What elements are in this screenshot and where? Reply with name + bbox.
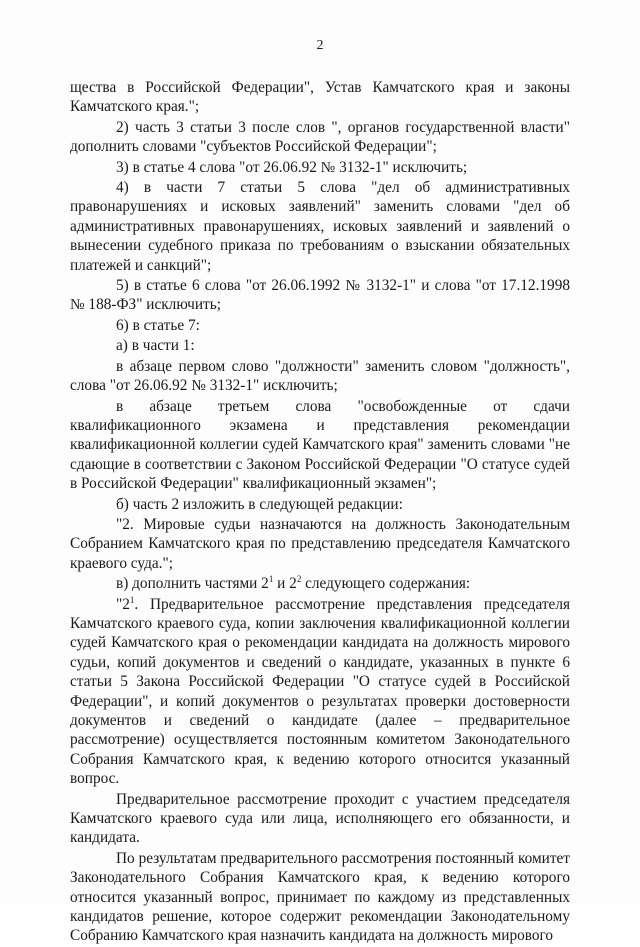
superscript: 2 <box>296 574 302 585</box>
paragraph-4: 4) в части 7 статьи 5 слова "дел об административных правонарушениях и исковых заявлений" заменить словами "дел об административных правонарушениях, исковых заявлений и заявлений о вынесении судебного приказа по требованиям о взыскании обязательных платежей и санкций"; <box>70 179 570 274</box>
document-body <box>70 78 570 947</box>
paragraph-3: 3) в статье 4 слова "от 26.06.92 № 3132-1" исключить; <box>116 158 468 176</box>
paragraph-10: б) часть 2 изложить в следующей редакции: <box>116 495 403 513</box>
page-number: 2 <box>316 38 324 53</box>
text-span: следующего содержания: <box>301 575 471 593</box>
paragraph-8: в абзаце первом слово "должности" заменить словом "должность", слова "от 26.06.92 № 3132-1" исключить; <box>70 357 570 395</box>
paragraph-5: 5) в статье 6 слова "от 26.06.1992 № 3132-1" и слова "от 17.12.1998 № 188-ФЗ" исключить; <box>70 277 570 314</box>
paragraph-13 <box>70 595 570 789</box>
paragraph-11: "2. Мировые судьи назначаются на должность Законодательным Собранием Камчатского края по представлению председателя Камчатского краевого суда."; <box>70 515 570 572</box>
text-span: и 2 <box>273 575 297 593</box>
paragraph-14: Предварительное рассмотрение проходит с участием председателя Камчатского краевого суда или лица, исполняющего его обязанности, и кандидата. <box>70 790 570 847</box>
superscript: 1 <box>268 574 274 585</box>
paragraph-15: По результатам предварительного рассмотрения постоянный комитет Законодательного Собрания Камчатского края, к ведению которого относится указанный вопрос, принимает по каждому из представленных кандидатов решение, которое содержит рекомендации Законодательному Собранию Камчатского края назначить кандидата на должность мирового <box>70 849 570 945</box>
paragraph-12 <box>70 574 570 593</box>
paragraph-2: 2) часть 3 статьи 3 после слов ", органов государственной власти" дополнить словами "субъектов Российской Федерации"; <box>70 118 570 156</box>
text-span: в) дополнить частями 2 <box>116 575 269 593</box>
text-span: . Предварительное рассмотрение представления председателя Камчатского краевого суда, копии заключения квалификационной коллегии судей Камчатского края о рекомендации кандидата на должность мирового судьи, копий документов и сведений о кандидате, указанных в пункте 6 статьи 5 Закона Российской Федерации "О статусе судей в Российской Федерации", и копий документов о результатах проверки достоверности документов и сведений о кандидате (далее – предварительное рассмотрение) осуществляется постоянным комитетом Законодательного Собрания Камчатского края, к ведению которого относится указанный вопрос. <box>70 595 570 788</box>
paragraph-1: щества в Российской Федерации", Устав Камчатского края и законы Камчатского края."; <box>70 79 570 116</box>
paragraph-6: 6) в статье 7: <box>116 316 200 334</box>
superscript: 1 <box>129 594 135 605</box>
text-span: "2 <box>116 595 130 613</box>
paragraph-9: в абзаце третьем слова "освобожденные от сдачи квалификационного экзамена и представления рекомендации квалификационной коллегии судей Камчатского края" заменить словами "не сдающие в соответствии с Законом Российской Федерации "О статусе судей в Российской Федерации" квалификационный экзамен"; <box>70 397 570 493</box>
paragraph-7: а) в части 1: <box>116 337 195 355</box>
